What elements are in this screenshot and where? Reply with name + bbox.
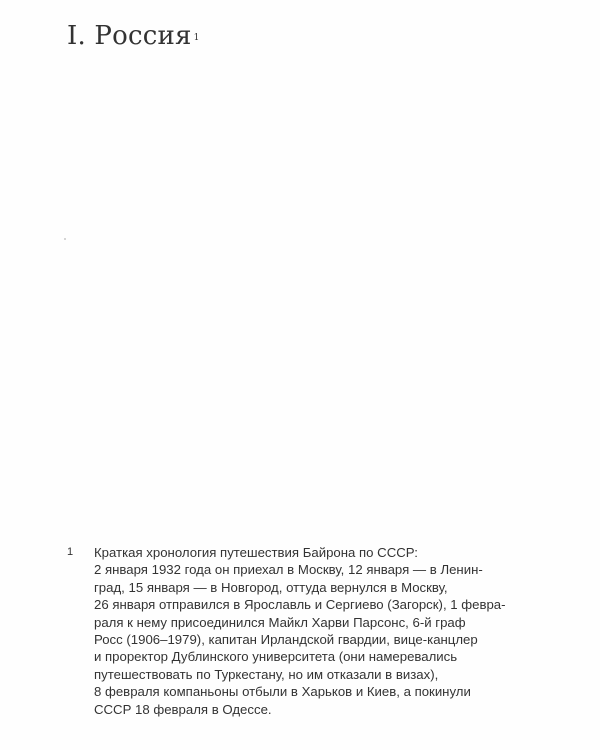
footnote-line: и проректор Дублинского университета (они намеревались	[94, 649, 458, 665]
chapter-title	[67, 20, 200, 52]
footnote-marker: 1	[67, 546, 74, 558]
footnote-body	[94, 544, 507, 718]
footnote-reference: 1	[193, 33, 200, 43]
footnote-line: путешествовать по Туркестану, но им отказали в визах),	[94, 666, 439, 682]
footnote-line: раля к нему присоединился Майкл Харви Парсонс, 6-й граф	[94, 614, 466, 630]
footnote-line: град, 15 января — в Новгород, оттуда вернулся в Москву,	[94, 579, 448, 595]
scan-speck	[64, 238, 66, 240]
footnote	[67, 544, 507, 718]
footnote-line: 2 января 1932 года он приехал в Москву, 12 января — в Ленин-	[94, 562, 483, 578]
footnote-line: 8 февраля компаньоны отбыли в Харьков и Киев, а покинули	[94, 684, 471, 700]
footnote-line: Росс (1906–1979), капитан Ирландской гвардии, вице-канцлер	[94, 632, 478, 648]
footnote-line: 26 января отправился в Ярославль и Сергиево (Загорск), 1 февра-	[94, 597, 506, 613]
footnote-line: СССР 18 февраля в Одессе.	[94, 701, 272, 717]
chapter-title-text: I. Россия	[67, 21, 192, 51]
footnote-line: Краткая хронология путешествия Байрона по СССР:	[94, 545, 418, 560]
